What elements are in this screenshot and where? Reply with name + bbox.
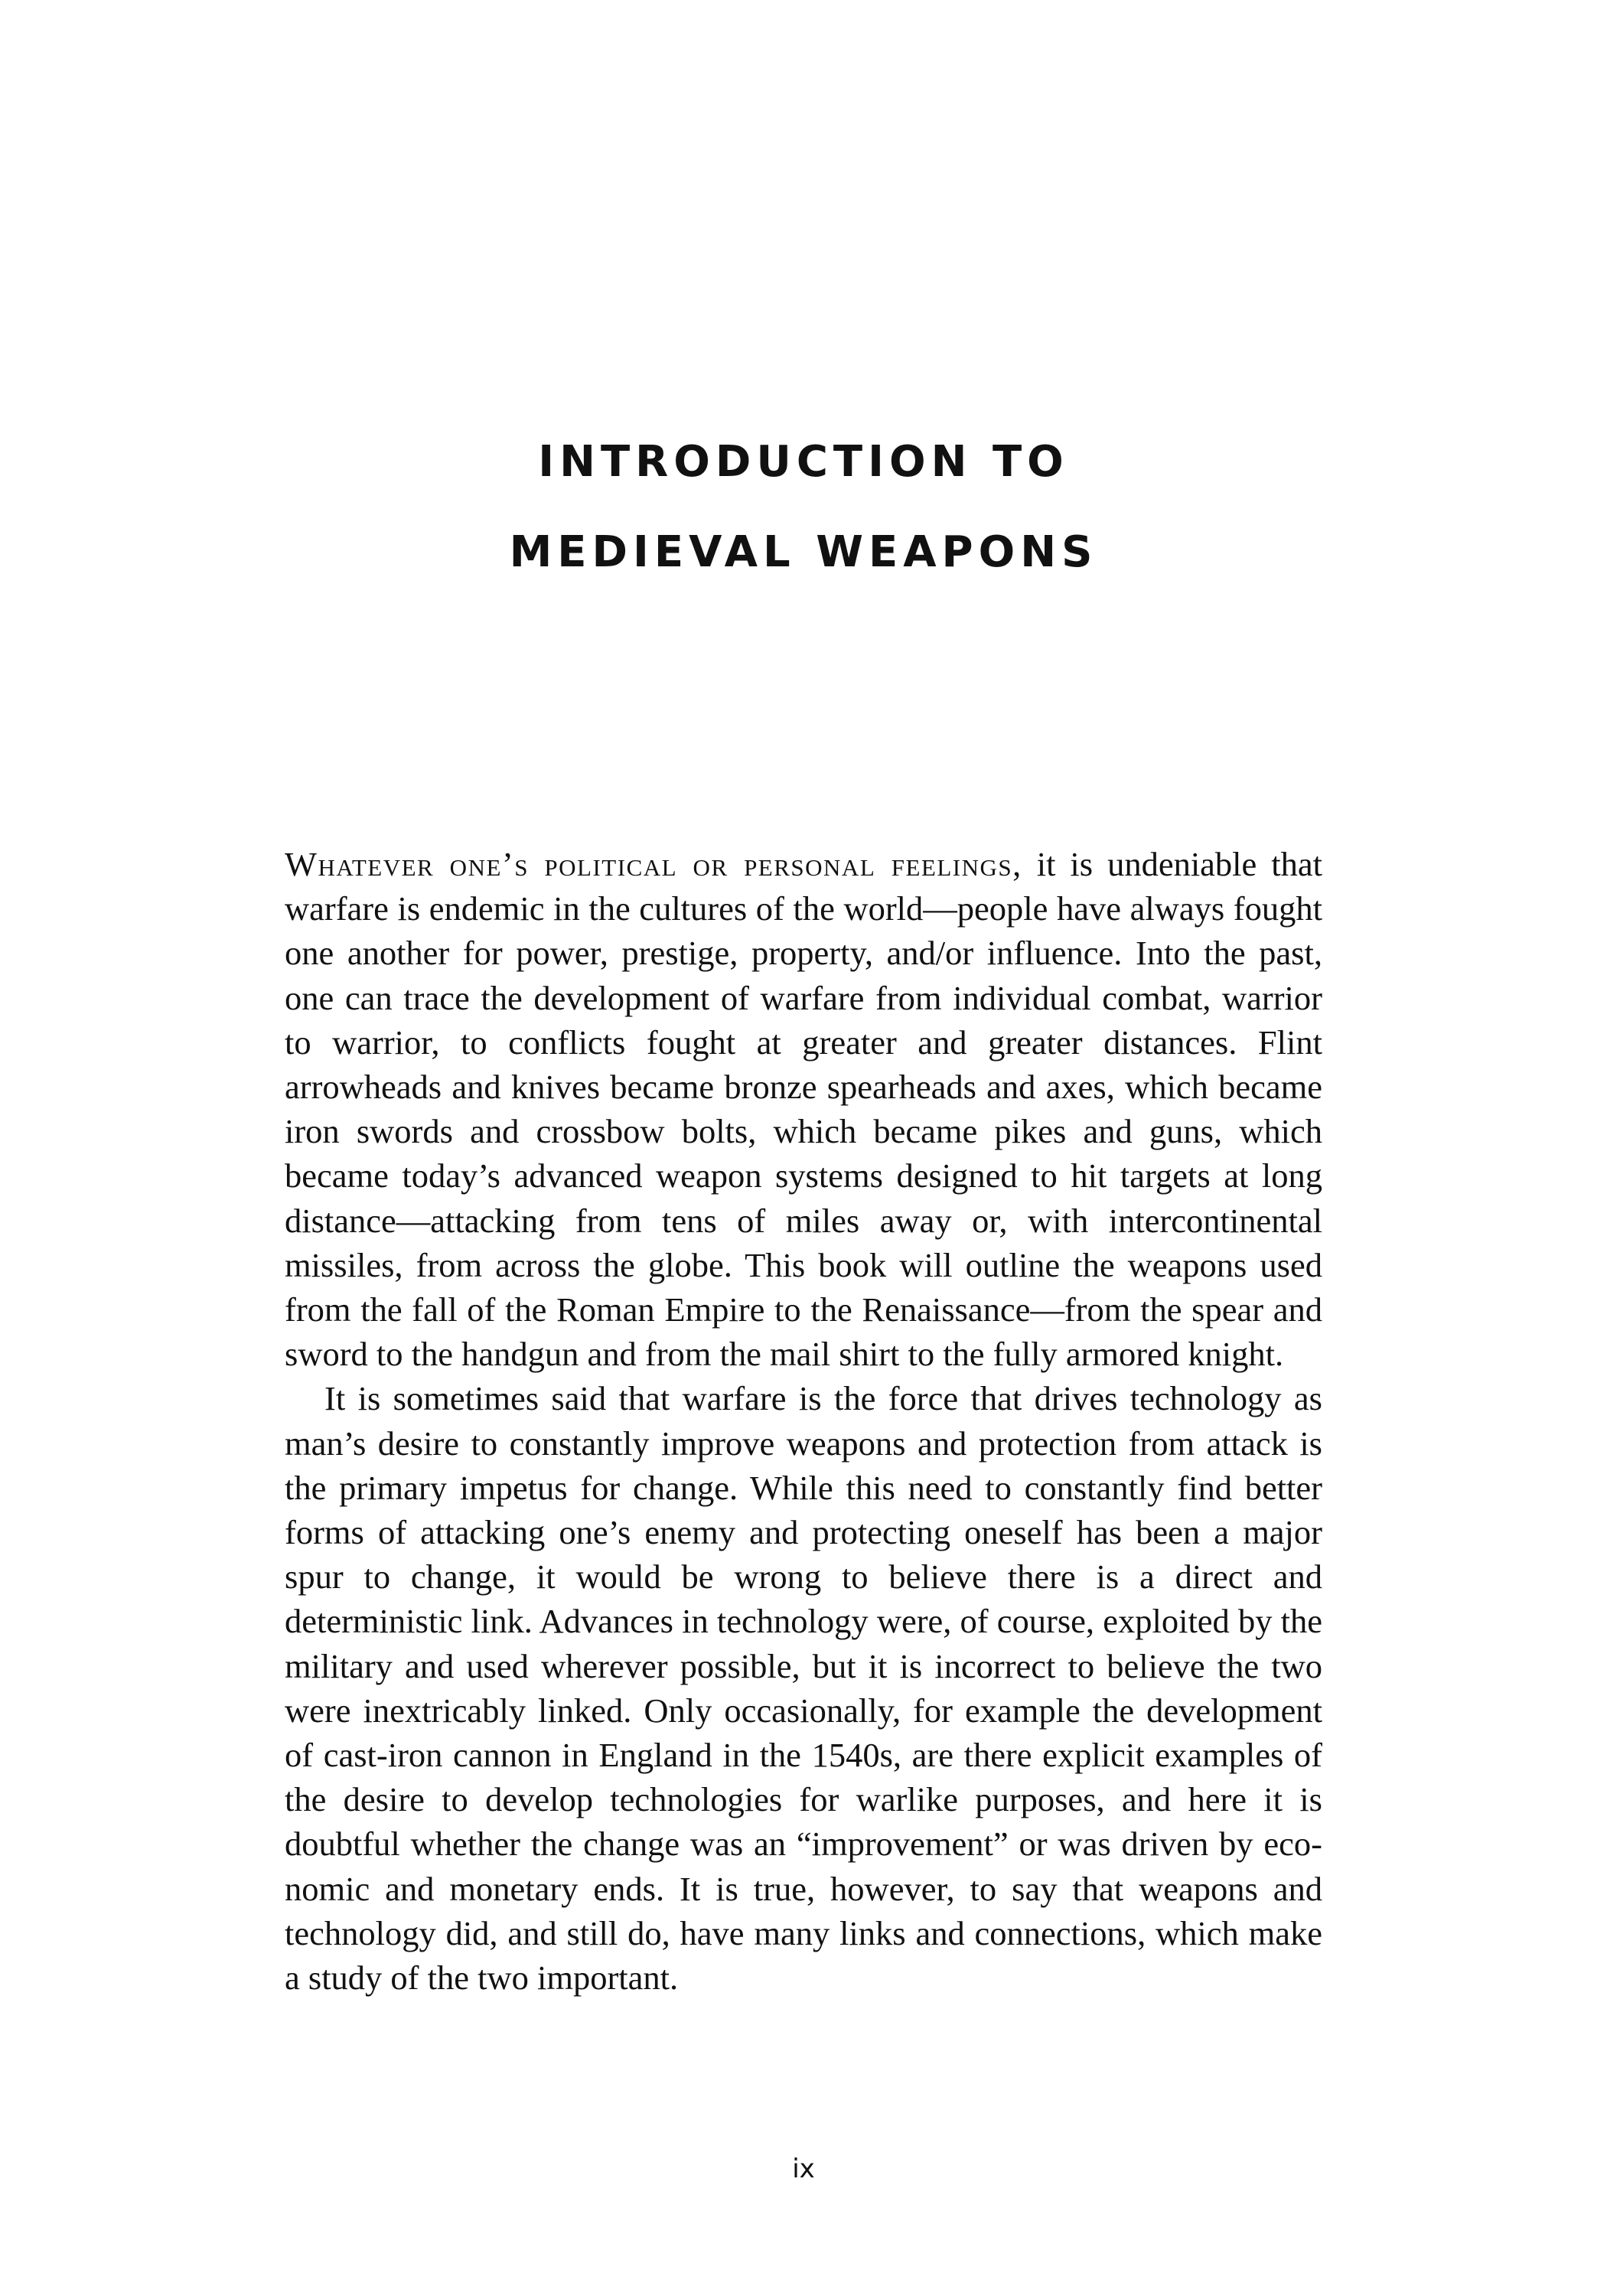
paragraph-1-text: it is undeniable that warfare is endemic in the cultures of the world—people have always fought one another for power, prestige, property, and/or influence. Into the past, one can trace the development of warfare from individual combat, warrior to warrior, to conflicts fought at greater and greater distances. Flint arrowheads and knives became bronze spearheads and axes, which became iron swords and crossbow bolts, which became pikes and guns, which became today’s advanced weapon systems designed to hit targets at long distance—attacking from tens of miles away or, with intercontinental missiles, from across the globe. This book will outline the weapons used from the fall of the Roman Empire to the Renaissance—from the spear and sword to the handgun and from the mail shirt to the fully armored knight. bbox=[285, 845, 1322, 1374]
paragraph-1 bbox=[285, 842, 1322, 1376]
chapter-title-line-1: INTRODUCTION TO bbox=[538, 437, 1069, 487]
chapter-title-line-2: MEDIEVAL WEAPONS bbox=[509, 527, 1098, 577]
body-text bbox=[285, 842, 1322, 2000]
paragraph-1-lead-in: Whatever one’s political or personal feelings, bbox=[285, 845, 1022, 883]
paragraph-2: It is sometimes said that warfare is the force that drives technology as man’s desire to constantly improve weapons and protection from attack is the primary impetus for change. While this need to constantly find better forms of attacking one’s enemy and protecting oneself has been a major spur to change, it would be wrong to believe there is a direct and deterministic link. Advances in technology were, of course, exploited by the military and used wherever possible, but it is incorrect to believe the two were inextricably linked. Only occasionally, for example the development of cast-iron cannon in England in the 1540s, are there explicit examples of the desire to develop technologies for warlike purposes, and here it is doubtful whether the change was an “improvement” or was driven by economic and monetary ends. It is true, however, to say that weapons and technology did, and still do, have many links and connections, which make a study of the two important. bbox=[285, 1379, 1322, 1998]
page-number: ix bbox=[792, 2154, 815, 2184]
chapter-title bbox=[0, 417, 1607, 598]
